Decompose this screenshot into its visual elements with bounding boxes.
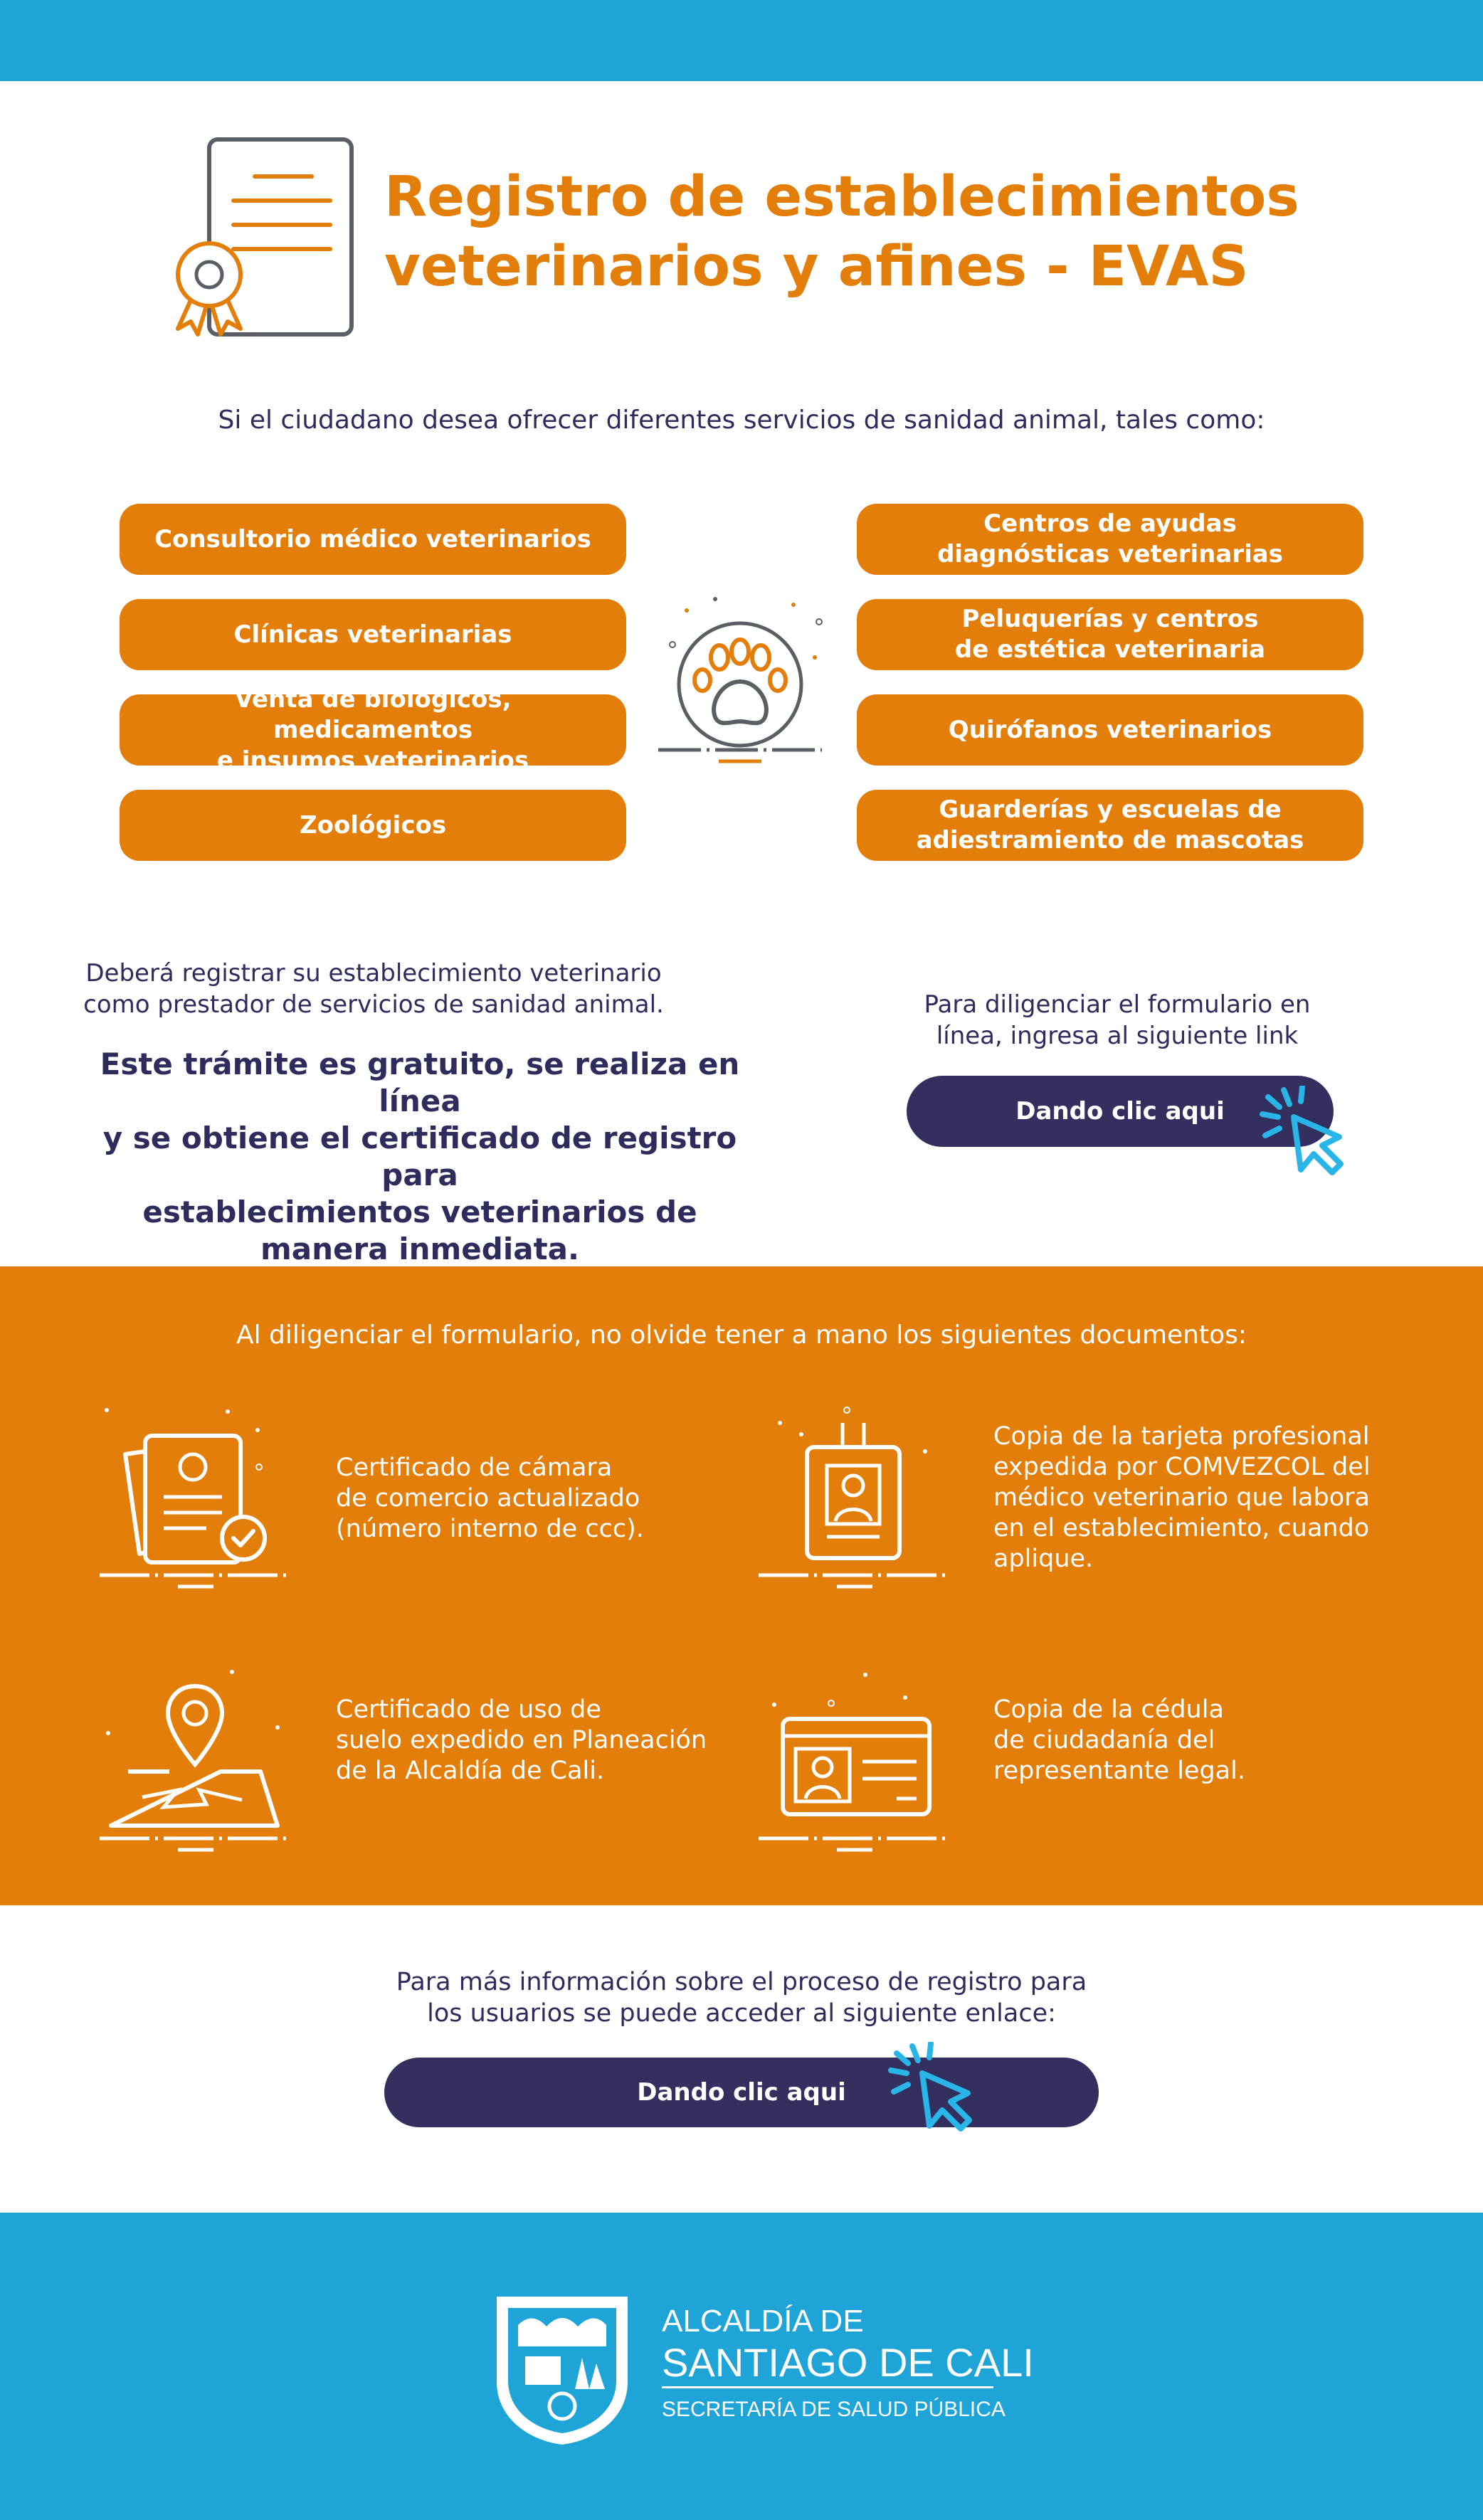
service-centros-ayudas [857, 504, 1363, 575]
intro-text: Si el ciudadano desea ofrecer diferentes servicios de sanidad animal, tales como: [218, 406, 1265, 435]
footer-logo-line-2: SANTIAGO DE CALI [662, 2340, 1034, 2385]
chamber-certificate-icon [100, 1402, 299, 1601]
id-card-icon [759, 1665, 958, 1864]
service-label: Quirófanos veterinarios [948, 715, 1272, 744]
service-label: Zoológicos [299, 810, 447, 840]
service-label: Venta de biológicos, medicamentos e insumos veterinarios [216, 684, 529, 775]
footer-logo-line-1: ALCALDÍA DE [662, 2304, 864, 2339]
page-title-line-2: veterinarios y afines - EVAS [384, 235, 1249, 299]
top-band [0, 0, 1483, 81]
page-title-line-1: Registro de establecimientos [384, 165, 1299, 229]
paw-icon [651, 589, 829, 774]
service-peluquerias [857, 599, 1363, 670]
city-shield-logo [490, 2289, 635, 2447]
more-info-link-button-label: Dando clic aqui [637, 2078, 846, 2107]
service-label: Peluquerías y centros de estética veterinaria [954, 605, 1266, 664]
form-link-note: Para diligenciar el formulario en línea, ingresa al siguiente link [924, 990, 1311, 1050]
register-note: Deberá registrar su establecimiento veterinario como prestador de servicios de sanidad animal. [83, 959, 664, 1019]
service-label: Consultorio médico veterinarios [154, 524, 591, 554]
footer-logo-divider [662, 2386, 993, 2388]
service-quirofanos [857, 694, 1363, 766]
doc-chamber-certificate: Certificado de cámara de comercio actualizado (número interno de ccc). [336, 1454, 644, 1543]
page-title [384, 162, 1437, 302]
land-use-map-icon [100, 1665, 299, 1864]
footer-logo-line-3: SECRETARÍA DE SALUD PÚBLICA [662, 2398, 1006, 2421]
service-label: Clínicas veterinarias [233, 620, 512, 649]
click-cursor-icon [887, 2042, 986, 2142]
service-label: Guarderías y escuelas de adiestramiento de mascotas [916, 795, 1304, 854]
service-consultorio [120, 504, 626, 575]
click-cursor-icon [1258, 1086, 1358, 1185]
more-info-text: Para más información sobre el proceso de registro para los usuarios se puede acceder al siguiente enlace: [396, 1968, 1087, 2028]
certificate-icon [169, 135, 361, 342]
free-process-note: Este trámite es gratuito, se realiza en línea y se obtiene el certificado de registro para establecimientos veterinarios de manera inmediata. [100, 1047, 740, 1266]
doc-land-use-certificate: Certificado de uso de suelo expedido en Planeación de la Alcaldía de Cali. [336, 1695, 707, 1785]
service-zoologicos [120, 790, 626, 861]
doc-citizen-id-copy: Copia de la cédula de ciudadanía del representante legal. [993, 1695, 1245, 1785]
documents-title: Al diligenciar el formulario, no olvide tener a mano los siguientes documentos: [236, 1320, 1247, 1350]
service-venta-biologicos [120, 684, 626, 775]
service-guarderias [857, 790, 1363, 861]
professional-card-icon [759, 1402, 958, 1601]
service-label: Centros de ayudas diagnósticas veterinarias [937, 509, 1283, 568]
more-info-link-button[interactable] [384, 2058, 1099, 2127]
form-link-button-label: Dando clic aqui [1015, 1097, 1225, 1126]
service-clinicas [120, 599, 626, 670]
doc-professional-card: Copia de la tarjeta profesional expedida por COMVEZCOL del médico veterinario que labora en el establecimiento, cuando aplique. [993, 1422, 1371, 1573]
